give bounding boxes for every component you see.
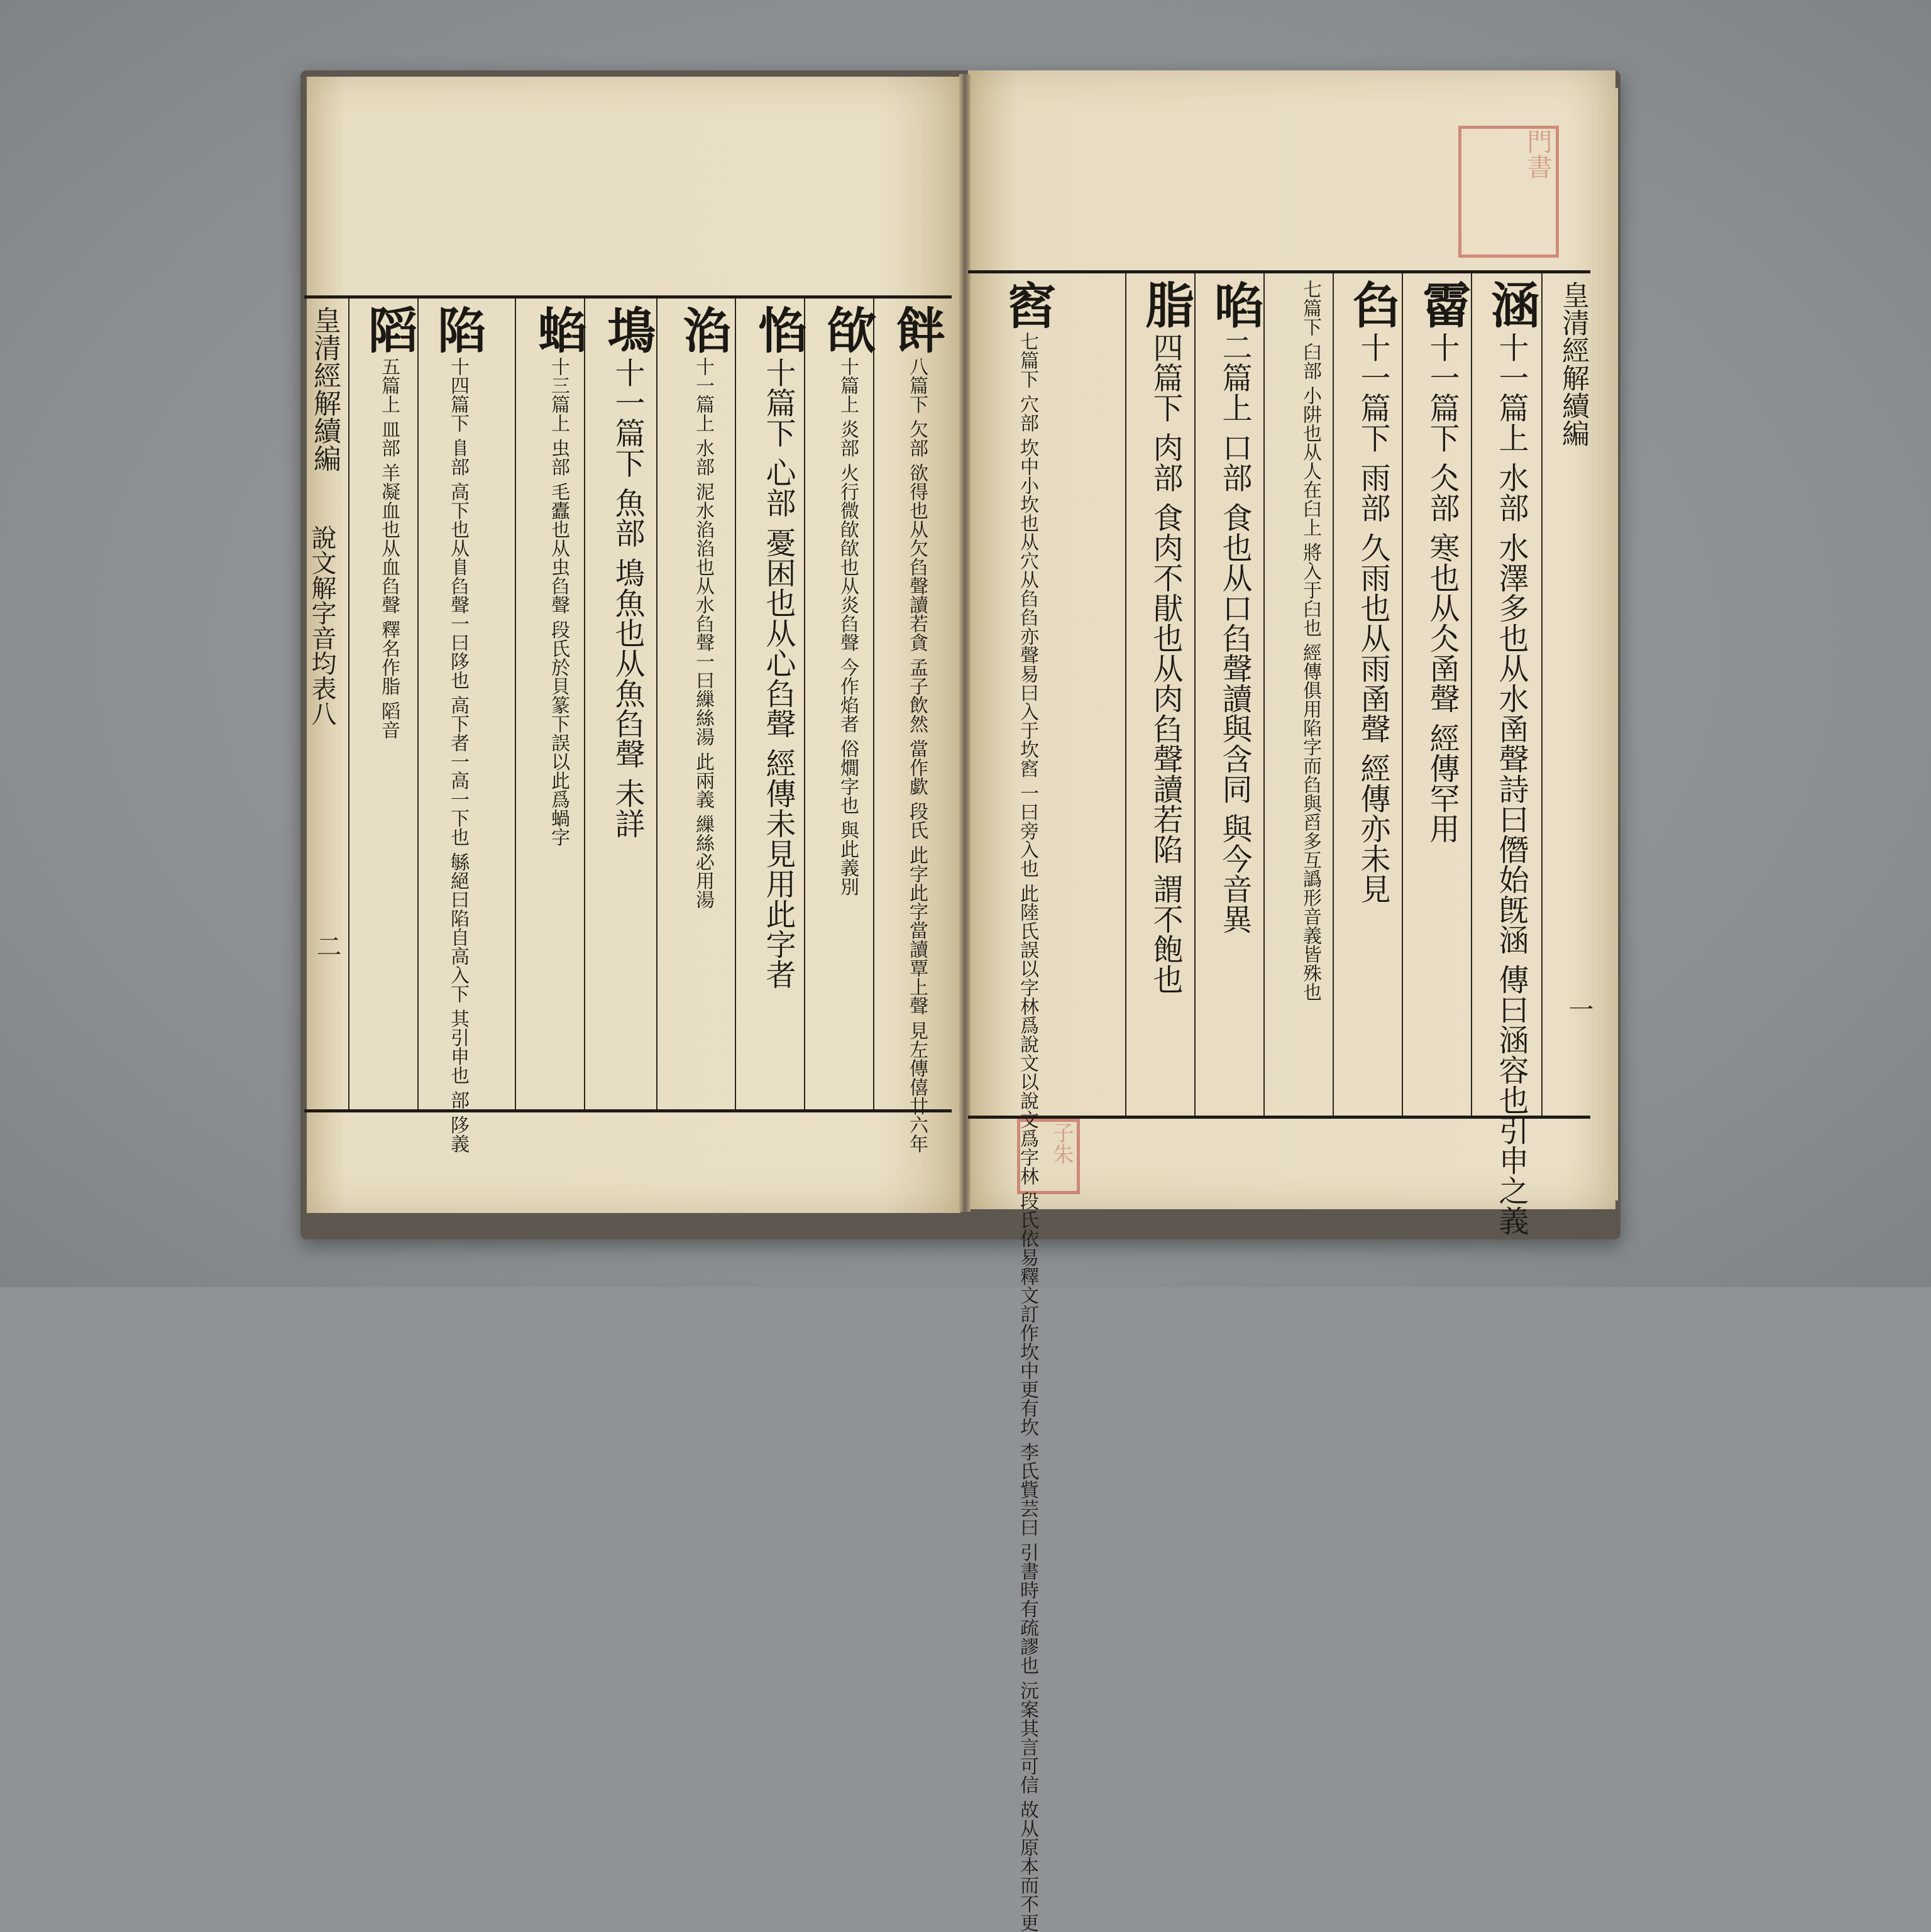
entry-gloss: 七篇下 穴部 坎中小坎也从穴从臽臽亦聲易曰入于坎窞 一曰旁入也 此陸氏誤以字林爲說文以說文爲字林 段氏依易釋文訂作坎中更有坎 李氏貲芸曰 引書時有疏謬也 沅案其言可信 故从原本而不更	[1016, 332, 1038, 1932]
entry-column	[889, 305, 944, 1153]
column-rule	[656, 299, 657, 1109]
folio-left: 二	[312, 933, 341, 958]
entry-gloss: 十一篇上 水部 水澤多也从水圅聲詩曰僭始旣涵 傳曰涵容也引申之義	[1494, 332, 1529, 1236]
entry-column	[1483, 280, 1539, 1236]
entry-gloss: 十三篇上 虫部 毛蠹也从虫臽聲 段氏於貝篆下誤以此爲蝸字	[547, 357, 569, 847]
entry-headword: 涵	[1483, 280, 1540, 329]
entry-headword: 臽	[1345, 280, 1402, 329]
entry-headword: 淊	[674, 305, 732, 354]
entry-headword: 脂	[1137, 280, 1194, 329]
folio-right: 一	[1565, 996, 1593, 1021]
entry-gloss: 二篇上 口部 食也从口臽聲讀與含同 與今音異	[1217, 332, 1252, 934]
column-rule	[1194, 273, 1196, 1116]
column-rule	[417, 299, 419, 1109]
entry-gloss: 七篇下 臼部 小阱也从人在臼上 將入于臼也 經傳俱用陷字而臽與舀多互譌形音義皆殊也	[1299, 280, 1321, 1002]
entry-gloss: 十一篇上 水部 泥水淊淊也从水臽聲一曰繅絲湯 此兩義 繅絲必用湯	[692, 357, 714, 909]
seal-text: 子朱	[1048, 1122, 1074, 1165]
column-rule	[1471, 273, 1472, 1116]
entry-gloss: 五篇上 皿部 羊凝血也从血臽聲 釋名作脂 䧟音	[378, 357, 400, 740]
entry-column	[820, 305, 875, 896]
entry-column	[600, 305, 655, 838]
entry-column	[531, 305, 586, 847]
column-rule	[1125, 273, 1126, 1116]
entry-headword: 啗	[1206, 280, 1263, 329]
entry-gloss: 十一篇下 魚部 䲧魚也从魚臽聲 未詳	[610, 357, 645, 838]
entry-gloss: 十四篇下 𨸏部 高下也从𨸏臽聲一曰陊也 高下者一高一下也 緐絕曰陷自高入下 其引申也 部 陊義	[447, 357, 469, 1153]
entry-column	[361, 305, 416, 739]
entry-column	[1207, 280, 1262, 934]
entry-column	[1345, 280, 1400, 904]
column-rule	[348, 299, 349, 1109]
entry-headword: 䬳	[888, 305, 945, 354]
entry-gloss: 八篇下 欠部 欲得也从欠臽聲讀若貪 孟子飲然 當作歔 段氏 此字此字當讀覃上聲 見左傳僖廿六年	[906, 357, 928, 1153]
entry-column	[675, 305, 730, 909]
entry-gloss: 十篇上 炎部 火行微欿欿也从炎臽聲 今作焰者 俗燗字也 與此義別	[837, 357, 859, 896]
entry-gloss: 十一篇下 仌部 寒也从仌圅聲 經傳罕用	[1424, 332, 1460, 843]
entry-column	[999, 280, 1055, 1932]
entry-column	[1282, 280, 1338, 1001]
entry-headword: 䧟	[360, 305, 417, 354]
entry-headword: 蜭	[530, 305, 587, 354]
entry-headword: 欿	[819, 305, 876, 354]
column-rule	[1541, 273, 1543, 1116]
entry-headword: 窞	[999, 280, 1056, 329]
entry-headword: 霤	[1414, 280, 1471, 329]
entry-headword: 陷	[429, 305, 487, 354]
running-title-left: 皇清經解續編	[309, 306, 341, 472]
column-rule	[1402, 273, 1403, 1116]
entry-column	[1414, 280, 1470, 843]
running-title-right: 皇清經解續編	[1557, 281, 1589, 447]
entry-gloss: 四篇下 肉部 食肉不猒也从肉臽聲讀若陷 謂不飽也	[1148, 332, 1183, 994]
running-subtitle-left: 說文解字音均表八	[307, 525, 336, 726]
left-text-frame	[304, 295, 952, 1153]
column-rule	[515, 299, 516, 1109]
entry-headword: 惂	[750, 305, 807, 354]
seal-text: 門書	[1523, 129, 1552, 179]
entry-column	[751, 305, 806, 989]
entry-gloss: 十篇下 心部 憂困也从心臽聲 經傳未見用此字者	[761, 357, 796, 989]
column-rule	[735, 299, 736, 1109]
seal-stamp	[1458, 126, 1559, 258]
entry-gloss: 十一篇下 雨部 久雨也从雨圅聲 經傳亦未見	[1355, 332, 1390, 904]
entry-column	[1138, 280, 1193, 994]
column-rule	[1263, 273, 1265, 1116]
entry-headword: 䲧	[599, 305, 656, 354]
entry-column	[430, 305, 485, 1153]
